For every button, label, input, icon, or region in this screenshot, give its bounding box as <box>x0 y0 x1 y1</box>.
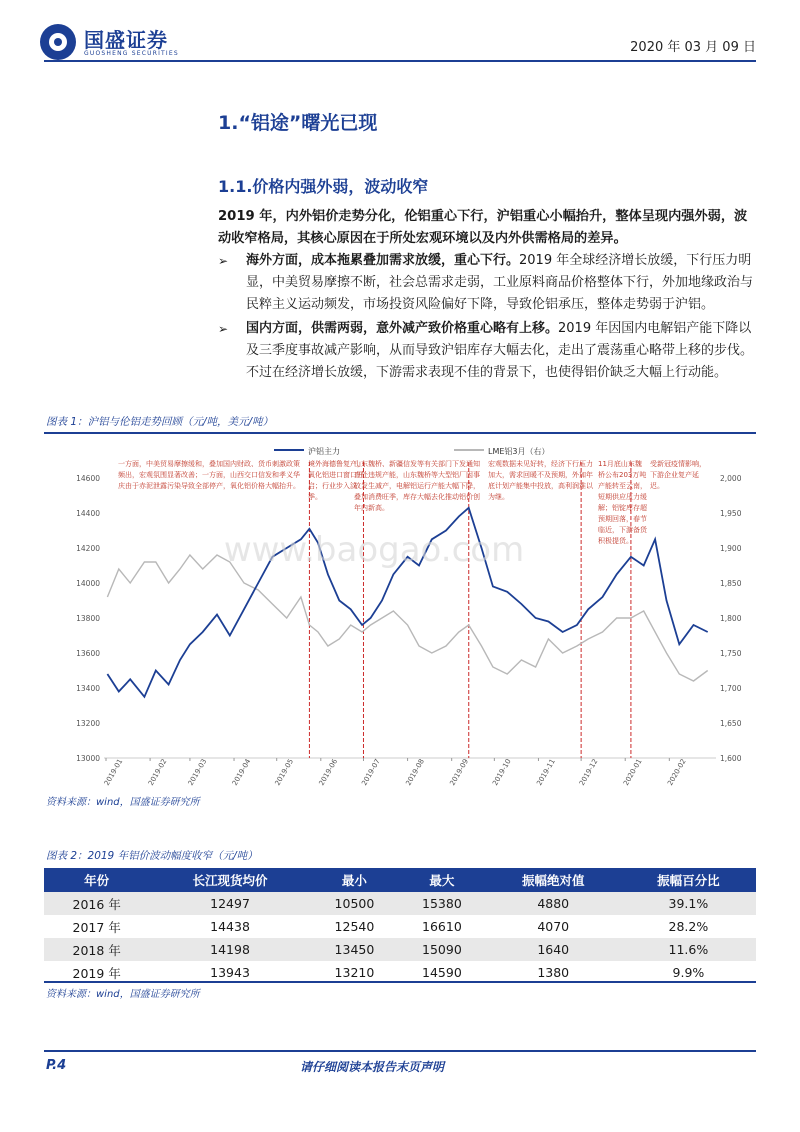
y-right-tick-label: 1,950 <box>720 509 742 518</box>
chart-annotation: 山东魏桥、新疆信发等有关部门下发通知查处违规产能，山东魏桥等大型铝厂因事故发生减产，电解铝运行产能大幅下降，叠加消费旺季，库存大幅去化推动铝价创年内新高。 <box>354 460 480 512</box>
x-axis-ticks <box>103 757 688 787</box>
table-cell: 10500 <box>311 892 398 915</box>
figure2-title: 图表 2：2019 年铝价波动幅度收窄（元/吨） <box>46 850 258 862</box>
table-cell: 9.9% <box>672 965 705 980</box>
x-tick-label: 2019-08 <box>404 757 426 787</box>
logo-mark-icon <box>40 24 76 60</box>
logo-text-cn: 国盛证券 <box>84 28 168 52</box>
y-right-tick-label: 1,850 <box>720 579 742 588</box>
bullet-overseas-lead: 海外方面，成本拖累叠加需求放缓，重心下行。 <box>246 253 520 268</box>
logo-text-en: GUOSHENG SECURITIES <box>84 50 179 57</box>
table-column-header: 长江现货均价 <box>149 868 310 892</box>
table-cell: 4880 <box>486 892 621 915</box>
table-column-header: 振幅百分比 <box>621 868 756 892</box>
table-cell: 2017 年 <box>72 919 121 935</box>
table-cell: 13943 <box>210 965 250 980</box>
table-cell: 15380 <box>398 892 485 915</box>
table-cell: 14590 <box>422 965 462 980</box>
table-cell: 14438 <box>210 919 250 934</box>
bullet-overseas <box>218 250 758 316</box>
y-right-tick-label: 1,750 <box>720 649 742 658</box>
x-tick-label: 2019-02 <box>146 757 169 787</box>
table-column-header: 最大 <box>398 868 485 892</box>
x-tick-label: 2019-06 <box>317 757 340 787</box>
figure1-title: 图表 1：沪铝与伦铝走势回顾（元/吨，美元/吨） <box>46 416 274 428</box>
table-cell: 14198 <box>149 938 310 961</box>
table-row <box>44 915 756 938</box>
y-left-tick-label: 13800 <box>76 614 100 623</box>
header-divider <box>44 60 756 62</box>
table-column-header: 振幅绝对值 <box>486 868 621 892</box>
disclaimer-note: 请仔细阅读本报告末页声明 <box>300 1060 445 1074</box>
table-cell: 11.6% <box>621 938 756 961</box>
legend-label-shfe: 沪铝主力 <box>308 447 340 456</box>
arrow-bullet-icon: ➢ <box>218 322 229 336</box>
y-left-tick-label: 13400 <box>76 684 100 693</box>
table-cell: 4070 <box>537 919 570 934</box>
figure1-source: 资料来源：wind，国盛证券研究所 <box>46 797 200 808</box>
x-tick-label: 2019-09 <box>448 757 471 787</box>
bullet-domestic-lead: 国内方面，供需两弱，意外减产致价格重心略有上移。 <box>246 321 559 336</box>
legend-label-lme: LME铝3月（右） <box>488 447 550 456</box>
watermark: www.baogao.com <box>223 530 525 570</box>
intro-paragraph: 2019 年，内外铝价走势分化，伦铝重心下行，沪铝重心小幅抬升，整体呈现内强外弱，波动收窄格局，其核心原因在于所处宏观环境以及内外供需格局的差异。 <box>218 209 748 246</box>
y-axis-right <box>720 474 742 763</box>
bullet-overseas-text: 2019 年全球经济增长放缓，下行压力明显，中美贸易摩擦不断，社会总需求走弱，工业原料商品价格整体下行，外加地缘政治与民粹主义运动频发，市场投资风险偏好下降，导致伦铝承压，整体走势弱于沪铝。 <box>246 253 754 312</box>
figure1-top-rule <box>44 432 756 434</box>
table-cell: 2019 年 <box>72 965 121 981</box>
bullet-domestic <box>218 318 758 384</box>
table-row <box>44 938 756 961</box>
amplitude-table <box>44 868 756 984</box>
table-cell: 2018 年 <box>44 938 149 961</box>
page-number: P.4 <box>46 1058 67 1073</box>
table-cell: 1640 <box>486 938 621 961</box>
chart-annotation: 受新冠疫情影响，下游企业复产延迟。 <box>650 460 706 490</box>
y-right-tick-label: 1,900 <box>720 544 742 553</box>
y-left-tick-label: 13000 <box>76 754 100 763</box>
y-left-tick-label: 14000 <box>76 579 100 588</box>
table-cell: 12540 <box>334 919 375 934</box>
table-cell: 15090 <box>398 938 485 961</box>
subsection-title: 1.1.价格内强外弱，波动收窄 <box>218 177 429 196</box>
table-column-header: 年份 <box>44 868 149 892</box>
table-bottom-rule <box>44 981 756 983</box>
x-tick-label: 2019-05 <box>273 757 296 787</box>
table-row <box>44 892 756 915</box>
footer-divider <box>44 1050 756 1052</box>
y-right-tick-label: 2,000 <box>720 474 742 483</box>
x-tick-label: 2019-04 <box>230 757 253 787</box>
table-cell: 39.1% <box>621 892 756 915</box>
x-tick-label: 2019-10 <box>491 757 513 787</box>
chart-annotation: 一方面，中美贸易摩擦缓和，叠加国内财政、货币刺激政策频出，宏观氛围显著改善；一方面，山西交口信发和孝义华庆由于赤泥泄露污染导致全部停产，氧化铝价格大幅抬升。 <box>118 460 300 490</box>
table-cell: 1380 <box>537 965 570 980</box>
chart-annotation: 境外海德鲁复产，氧化铝进口窗口开启；行业步入淡季。 <box>308 460 364 501</box>
x-tick-label: 2019-07 <box>360 757 382 787</box>
y-right-tick-label: 1,650 <box>720 719 742 728</box>
y-right-tick-label: 1,600 <box>720 754 742 763</box>
x-tick-label: 2020-02 <box>666 757 688 787</box>
y-left-tick-label: 14600 <box>76 474 100 483</box>
y-axis-left <box>76 474 100 763</box>
chart-annotation: 宏观数据未见好转，经济下行压力加大，需求回暖不及预期，外加年底计划产能集中投放，高利润难以为继。 <box>488 460 593 501</box>
y-left-tick-label: 13600 <box>76 649 100 658</box>
y-right-tick-label: 1,800 <box>720 614 742 623</box>
section-title: 1.“铝途”曙光已现 <box>218 112 378 134</box>
table-column-header: 最小 <box>311 868 398 892</box>
table-cell: 13210 <box>334 965 375 980</box>
table-header-row <box>44 868 756 892</box>
figure2-source: 资料来源：wind，国盛证券研究所 <box>46 989 200 1000</box>
y-right-tick-label: 1,700 <box>720 684 742 693</box>
table-cell: 16610 <box>422 919 462 934</box>
report-date: 2020 年 03 月 09 日 <box>630 40 756 55</box>
y-left-tick-label: 13200 <box>76 719 100 728</box>
x-tick-label: 2019-01 <box>102 757 125 787</box>
table-cell: 12497 <box>149 892 310 915</box>
x-tick-label: 2019-11 <box>535 757 557 787</box>
x-tick-label: 2019-12 <box>577 757 600 787</box>
table-cell: 2016 年 <box>44 892 149 915</box>
table-cell: 28.2% <box>668 919 709 934</box>
bullet-domestic-text: 2019 年因国内电解铝产能下降以及三季度事故减产影响，从而导致沪铝库存大幅去化，走出了震荡重心略带上移的步伐。不过在经济增长放缓，下游需求表现不佳的背景下，也使得铝价缺乏大幅上行动能。 <box>246 321 754 380</box>
x-tick-label: 2020-01 <box>622 757 644 787</box>
x-tick-label: 2019-03 <box>186 757 209 787</box>
arrow-bullet-icon: ➢ <box>218 254 229 268</box>
chart-annotation: 11月底山东魏桥公布203万吨产能转至云南，短期供应压力缓解；铝锭库存超预期回落，春节临近，下游备货积极提货。 <box>598 460 647 545</box>
y-left-tick-label: 14200 <box>76 544 100 553</box>
table-cell: 13450 <box>311 938 398 961</box>
y-left-tick-label: 14400 <box>76 509 100 518</box>
